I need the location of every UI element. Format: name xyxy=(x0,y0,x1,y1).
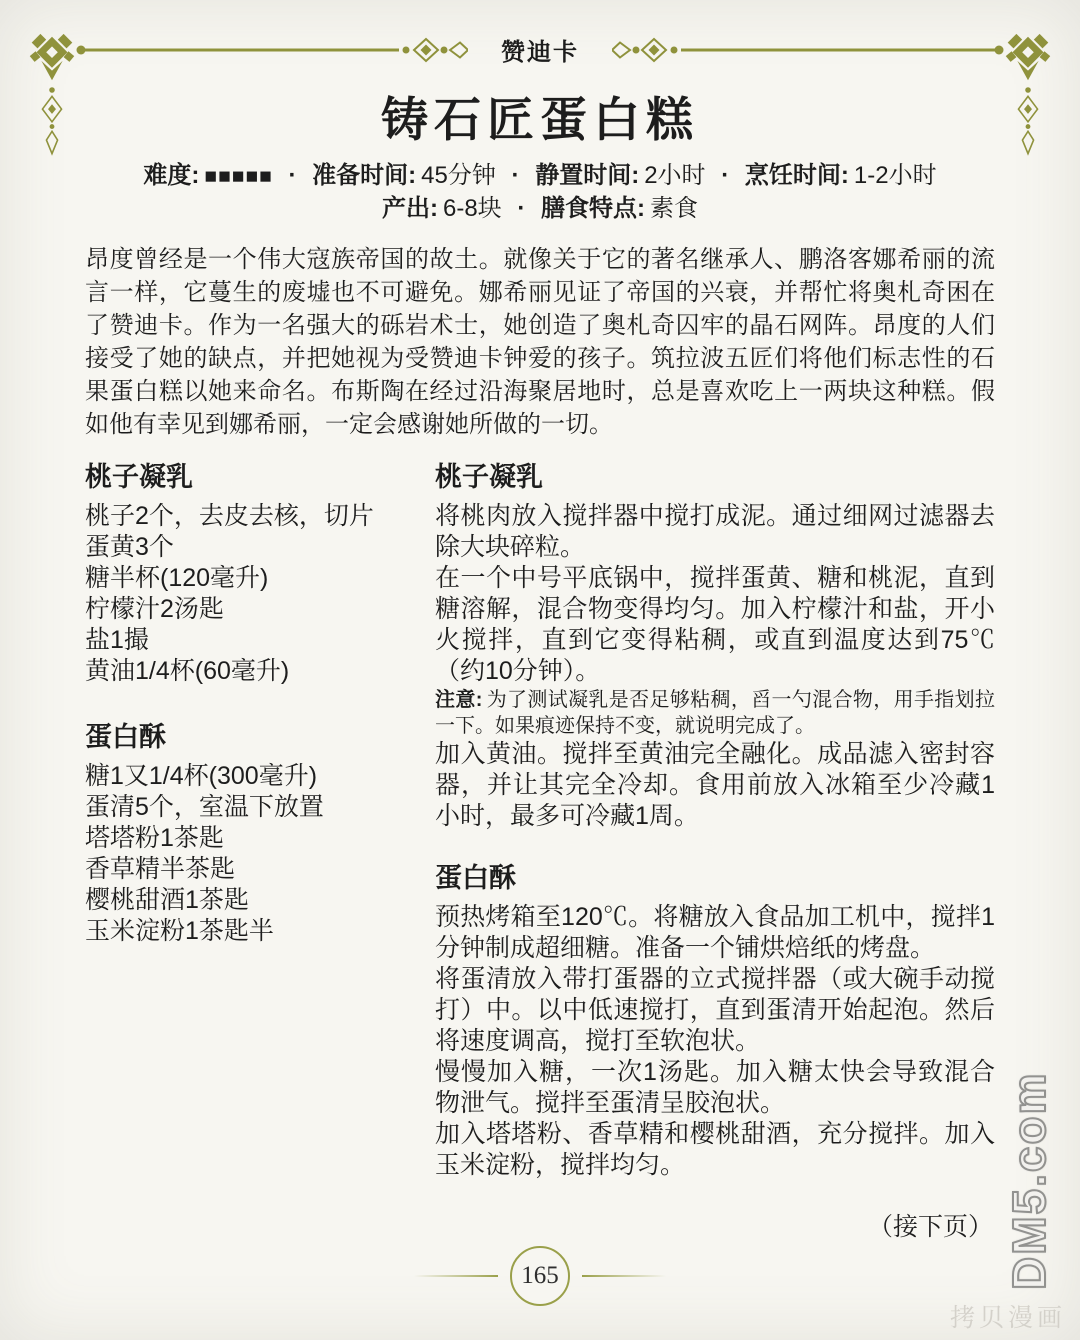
ingredient-item: 盐1撮 xyxy=(85,626,149,654)
ingredient-item: 樱桃甜酒1茶匙 xyxy=(85,886,249,914)
page-footer xyxy=(0,1246,1080,1306)
recipe-body xyxy=(85,461,995,1243)
meta-line-1 xyxy=(0,160,1080,193)
ingredients-column xyxy=(85,461,435,1243)
ingredients-heading: 蛋白酥 xyxy=(85,722,166,752)
instructions-section-meringue xyxy=(435,862,995,1181)
meta-separator: · xyxy=(721,162,730,189)
diet-label: 膳食特点: xyxy=(541,195,646,222)
ingredient-item: 糖1又1/4杯(300毫升) xyxy=(85,762,318,790)
yield-value: 6-8块 xyxy=(442,195,502,222)
difficulty-value: ■■■■■ xyxy=(204,165,273,188)
instruction-step: 预热烤箱至120℃。将糖放入食品加工机中，搅拌1分钟制成超细糖。准备一个铺烘焙纸的烤盘。 xyxy=(435,903,995,962)
footer-rule-right xyxy=(582,1275,666,1277)
meta-separator: · xyxy=(511,162,520,189)
meta-line-2 xyxy=(0,193,1080,225)
ingredients-section-meringue xyxy=(85,721,435,947)
page-number: 165 xyxy=(510,1246,570,1306)
instructions-heading: 桃子凝乳 xyxy=(435,462,543,492)
ingredient-item: 柠檬汁2汤匙 xyxy=(85,595,224,623)
instruction-step: 加入黄油。搅拌至黄油完全融化。成品滤入密封容器，并让其完全冷却。食用前放入冰箱至少冷藏1小时，最多可冷藏1周。 xyxy=(435,740,995,830)
chapter-title: 赞迪卡 xyxy=(501,39,579,66)
instruction-step: 在一个中号平底锅中，搅拌蛋黄、糖和桃泥，直到糖溶解，混合物变得均匀。加入柠檬汁和盐，开小火搅拌，直到它变得粘稠，或直到温度达到75℃（约10分钟）。 xyxy=(435,564,995,685)
pendant-ornament-icon xyxy=(38,86,66,156)
difficulty-label: 难度: xyxy=(143,162,200,189)
ingredient-item: 玉米淀粉1茶匙半 xyxy=(85,917,274,945)
note-text: 为了测试凝乳是否足够粘稠，舀一勺混合物，用手指划拉一下。如果痕迹保持不变，就说明完成了。 xyxy=(435,689,995,737)
instructions-heading: 蛋白酥 xyxy=(435,863,516,893)
pendant-ornament-icon xyxy=(1014,86,1042,156)
recipe-meta xyxy=(0,160,1080,225)
instruction-step: 将蛋清放入带打蛋器的立式搅拌器（或大碗手动搅打）中。以中低速搅打，直到蛋清开始起泡。然后将速度调高，搅打至软泡状。 xyxy=(435,965,995,1055)
instructions-column xyxy=(435,461,995,1243)
ingredient-item: 黄油1/4杯(60毫升) xyxy=(85,657,290,685)
recipe-title: 铸石匠蛋白糕 xyxy=(381,93,699,146)
ingredients-section-peach-curd xyxy=(85,461,435,687)
diet-value: 素食 xyxy=(650,195,699,222)
cook-time-value: 1-2小时 xyxy=(853,162,937,189)
ingredient-item: 桃子2个，去皮去核，切片 xyxy=(85,502,374,530)
ingredient-item: 香草精半茶匙 xyxy=(85,855,236,883)
footer-rule-left xyxy=(414,1275,498,1277)
rest-time-label: 静置时间: xyxy=(535,162,640,189)
lore-intro-paragraph: 昂度曾经是一个伟大寇族帝国的故土。就像关于它的著名继承人、鹏洛客娜希丽的流言一样，它蔓生的废墟也不可避免。娜希丽见证了帝国的兴衰，并帮忙将奥札奇困在了赞迪卡。作为一名强大的砾岩术士，她创造了奥札奇囚牢的晶石网阵。昂度的人们接受了她的缺点，并把她视为受赞迪卡钟爱的孩子。筑拉波五匠们将他们标志性的石果蛋白糕以她来命名。布斯陶在经过沿海聚居地时，总是喜欢吃上一两块这种糕。假如他有幸见到娜希丽，一定会感谢她所做的一切。 xyxy=(85,246,995,438)
ingredient-item: 糖半杯(120毫升) xyxy=(85,564,269,592)
prep-time-value: 45分钟 xyxy=(421,162,496,189)
meta-separator: · xyxy=(517,195,526,222)
dm5-watermark: DM5.com xyxy=(1003,1071,1055,1290)
prep-time-label: 准备时间: xyxy=(312,162,417,189)
ingredient-item: 蛋黄3个 xyxy=(85,533,174,561)
instructions-section-peach-curd xyxy=(435,461,995,832)
cook-time-label: 烹饪时间: xyxy=(744,162,849,189)
ingredients-heading: 桃子凝乳 xyxy=(85,462,193,492)
continued-next-page-note: （接下页） xyxy=(867,1213,993,1241)
ingredients-list xyxy=(85,761,435,947)
instruction-note xyxy=(435,687,995,739)
note-label: 注意: xyxy=(435,689,483,711)
instruction-step: 加入塔塔粉、香草精和樱桃甜酒，充分搅拌。加入玉米淀粉，搅拌均匀。 xyxy=(435,1120,995,1179)
instruction-step: 慢慢加入糖，一次1汤匙。加入糖太快会导致混合物泄气。搅拌至蛋清呈胶泡状。 xyxy=(435,1058,995,1117)
ingredients-list xyxy=(85,501,435,687)
yield-label: 产出: xyxy=(381,195,438,222)
instruction-step: 将桃肉放入搅拌器中搅打成泥。通过细网过滤器去除大块碎粒。 xyxy=(435,502,995,561)
rest-time-value: 2小时 xyxy=(644,162,706,189)
meta-separator: · xyxy=(288,162,297,189)
ingredient-item: 塔塔粉1茶匙 xyxy=(85,824,224,852)
scanlation-watermark: 拷贝漫画 xyxy=(949,1304,1066,1332)
ingredient-item: 蛋清5个，室温下放置 xyxy=(85,793,324,821)
